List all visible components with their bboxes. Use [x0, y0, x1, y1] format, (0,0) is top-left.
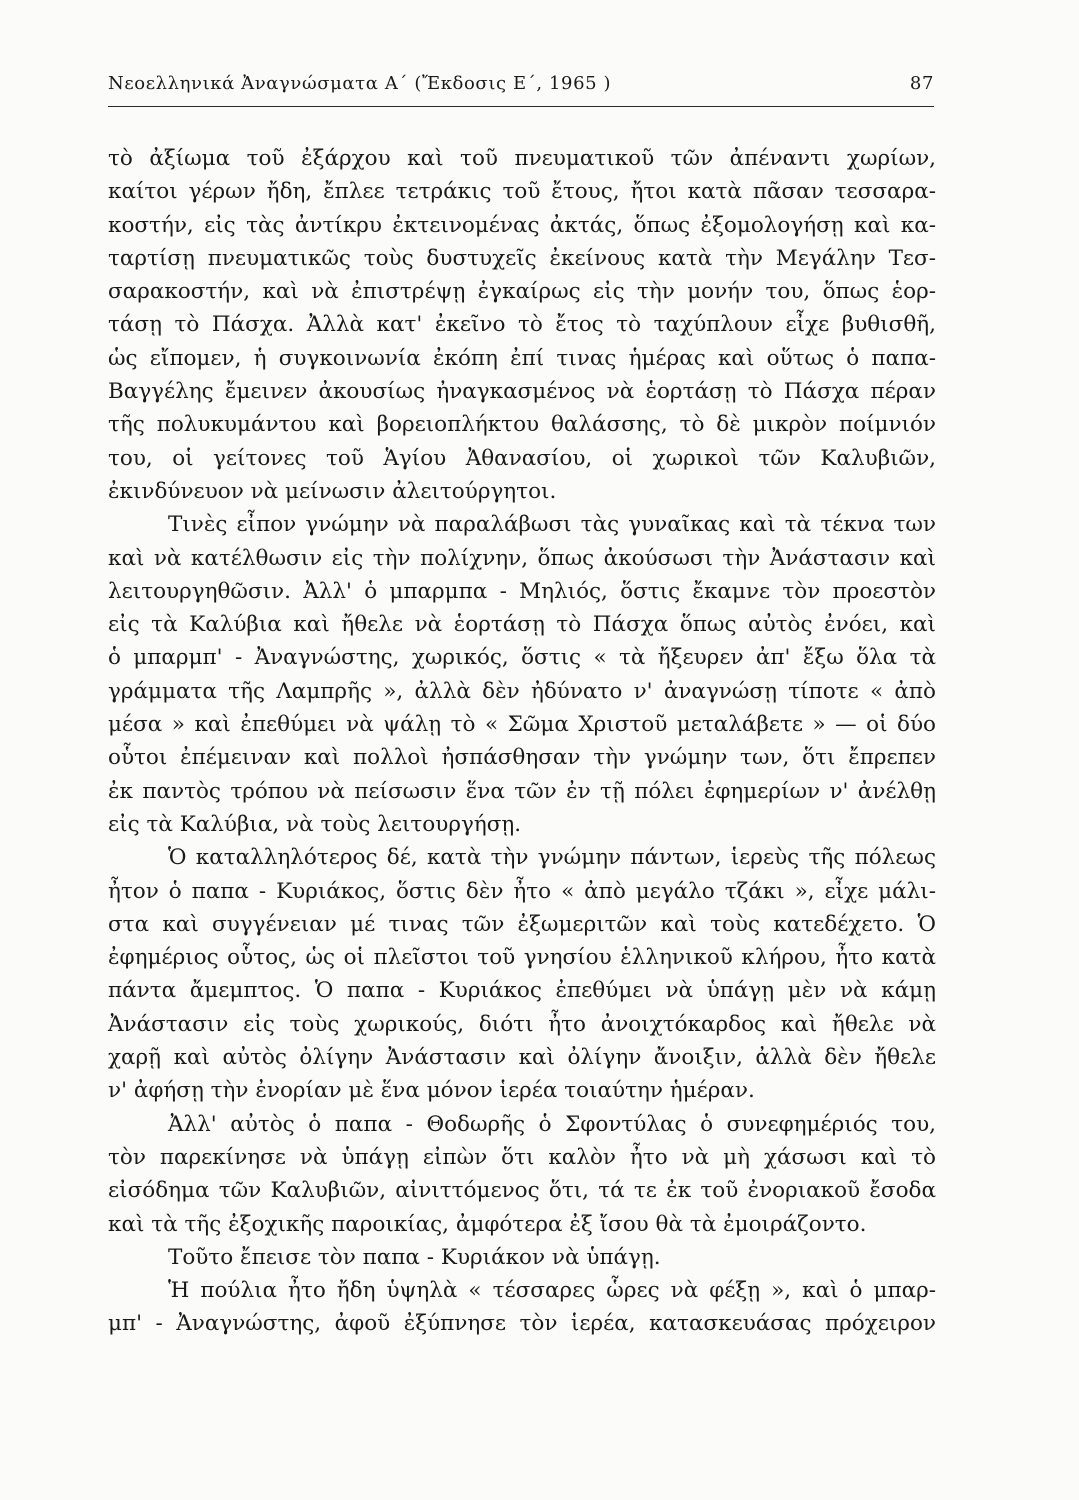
- text-line: τὸ ἀξίωμα τοῦ ἐξάρχου καὶ τοῦ πνευματικοῦ τῶν ἀπέναντι χωρίων,: [108, 146, 936, 171]
- text-line: ἐκινδύνευον νὰ μείνωσιν ἀλειτούργητοι.: [108, 478, 557, 504]
- text-line: εἰς τὰ Καλύβια, νὰ τοὺς λειτουργήσῃ.: [108, 811, 522, 837]
- text-line: στα καὶ συγγένειαν μέ τινας τῶν ἐξωμεριτῶν καὶ τοὺς κατεδέχετο. Ὁ: [108, 911, 936, 937]
- text-line: πάντα ἄμεμπτος. Ὁ παπα - Κυριάκος ἐπεθύμει νὰ ὑπάγῃ μὲν νὰ κάμῃ: [108, 978, 936, 1004]
- text-line: ἐφημέριος οὗτος, ὡς οἱ πλεῖστοι τοῦ γνησίου ἑλληνικοῦ κλήρου, ἦτο κατὰ: [108, 945, 936, 971]
- text-line: οὗτοι ἐπέμειναν καὶ πολλοὶ ἠσπάσθησαν τὴν γνώμην των, ὅτι ἔπρεπεν: [108, 745, 936, 771]
- paragraph-start-line: Ὁ καταλληλότερος δέ, κατὰ τὴν γνώμην πάντων, ἱερεὺς τῆς πόλεως: [168, 845, 936, 871]
- text-line: εἰς τὰ Καλύβια καὶ ἤθελε νὰ ἑορτάσῃ τὸ Πάσχα ὅπως αὐτὸς ἐνόει, καὶ: [108, 612, 936, 638]
- text-line: τάσῃ τὸ Πάσχα. Ἀλλὰ κατ' ἐκεῖνο τὸ ἔτος τὸ ταχύπλουν εἶχε βυθισθῆ,: [108, 312, 936, 338]
- text-line: λειτουργηθῶσιν. Ἀλλ' ὁ μπαρμπα - Μηλιός, ὅστις ἔκαμνε τὸν προεστὸν: [108, 578, 936, 604]
- header-rule: [108, 106, 934, 107]
- text-line: Ἀνάστασιν εἰς τοὺς χωρικούς, διότι ἦτο ἀνοιχτόκαρδος καὶ ἤθελε νὰ: [108, 1011, 936, 1037]
- body-text: [108, 142, 936, 1341]
- text-line: γράμματα τῆς Λαμπρῆς », ἀλλὰ δὲν ἠδύνατο ν' ἀναγνώσῃ τίποτε « ἀπὸ: [108, 678, 936, 704]
- text-line: μέσα » καὶ ἐπεθύμει νὰ ψάλῃ τὸ « Σῶμα Χριστοῦ μεταλάβετε » — οἱ δύο: [108, 712, 936, 738]
- text-line: μπ' - Ἀναγνώστης, ἀφοῦ ἐξύπνησε τὸν ἱερέα, κατασκευάσας πρόχειρον: [108, 1311, 936, 1337]
- text-line: ταρτίσῃ πνευματικῶς τοὺς δυστυχεῖς ἐκείνους κατὰ τὴν Μεγάλην Τεσ-: [108, 245, 936, 271]
- text-line: Βαγγέλης ἔμεινεν ἀκουσίως ἠναγκασμένος νὰ ἑορτάσῃ τὸ Πάσχα πέραν: [108, 379, 936, 405]
- header-title: Νεοελληνικά Ἀναγνώσματα Α΄ (Ἔκδοσις Ε΄, 1965 ): [108, 73, 612, 94]
- text-line: ν' ἀφήσῃ τὴν ἐνορίαν μὲ ἕνα μόνον ἱερέα τοιαύτην ἡμέραν.: [108, 1078, 755, 1104]
- text-line: κοστήν, εἰς τὰς ἀντίκρυ ἐκτεινομένας ἀκτάς, ὅπως ἐξομολογήσῃ καὶ κα-: [108, 212, 936, 238]
- text-line: καὶ τὰ τῆς ἐξοχικῆς παροικίας, ἀμφότερα ἐξ ἴσου θὰ τὰ ἐμοιράζοντο.: [108, 1211, 867, 1237]
- text-line: τῆς πολυκυμάντου καὶ βορειοπλήκτου θαλάσσης, τὸ δὲ μικρὸν ποίμνιόν: [108, 412, 936, 438]
- page-number: 87: [909, 73, 934, 94]
- paragraph-start-line: Ἀλλ' αὐτὸς ὁ παπα - Θοδωρῆς ὁ Σφοντύλας ὁ συνεφημέριός του,: [168, 1111, 936, 1137]
- text-line: εἰσόδημα τῶν Καλυβιῶν, αἰνιττόμενος ὅτι, τά τε ἐκ τοῦ ἐνοριακοῦ ἔσοδα: [108, 1178, 936, 1204]
- running-header: [108, 73, 934, 103]
- paragraph-start-line: Τοῦτο ἔπεισε τὸν παπα - Κυριάκον νὰ ὑπάγῃ.: [168, 1244, 661, 1270]
- text-line: χαρῇ καὶ αὐτὸς ὀλίγην Ἀνάστασιν καὶ ὀλίγην ἄνοιξιν, ἀλλὰ δὲν ἤθελε: [108, 1045, 936, 1071]
- text-line: καίτοι γέρων ἤδη, ἔπλεε τετράκις τοῦ ἔτους, ἤτοι κατὰ πᾶσαν τεσσαρα-: [108, 179, 936, 205]
- text-line: ὁ μπαρμπ' - Ἀναγνώστης, χωρικός, ὅστις « τὰ ἤξευρεν ἀπ' ἔξω ὅλα τὰ: [108, 645, 936, 671]
- paragraph-start-line: Τινὲς εἶπον γνώμην νὰ παραλάβωσι τὰς γυναῖκας καὶ τὰ τέκνα των: [168, 512, 936, 538]
- text-line: ἐκ παντὸς τρόπου νὰ πείσωσιν ἕνα τῶν ἐν τῇ πόλει ἐφημερίων ν' ἀνέλθῃ: [108, 778, 936, 804]
- text-line: ὡς εἴπομεν, ἡ συγκοινωνία ἐκόπη ἐπί τινας ἡμέρας καὶ οὕτως ὁ παπα-: [108, 345, 936, 371]
- text-line: του, οἱ γείτονες τοῦ Ἁγίου Ἀθανασίου, οἱ χωρικοὶ τῶν Καλυβιῶν,: [108, 445, 936, 471]
- paragraph-start-line: Ἡ πούλια ἦτο ἤδη ὑψηλὰ « τέσσαρες ὧρες νὰ φέξῃ », καὶ ὁ μπαρ-: [168, 1278, 936, 1304]
- text-line: τὸν παρεκίνησε νὰ ὑπάγῃ εἰπὼν ὅτι καλὸν ἦτο νὰ μὴ χάσωσι καὶ τὸ: [108, 1144, 936, 1170]
- text-line: σαρακοστήν, καὶ νὰ ἐπιστρέψῃ ἐγκαίρως εἰς τὴν μονήν του, ὅπως ἑορ-: [108, 279, 936, 305]
- text-line: ἦτον ὁ παπα - Κυριάκος, ὅστις δὲν ἦτο « ἀπὸ μεγάλο τζάκι », εἶχε μάλι-: [108, 878, 936, 904]
- text-line: καὶ νὰ κατέλθωσιν εἰς τὴν πολίχνην, ὅπως ἀκούσωσι τὴν Ἀνάστασιν καὶ: [108, 545, 936, 571]
